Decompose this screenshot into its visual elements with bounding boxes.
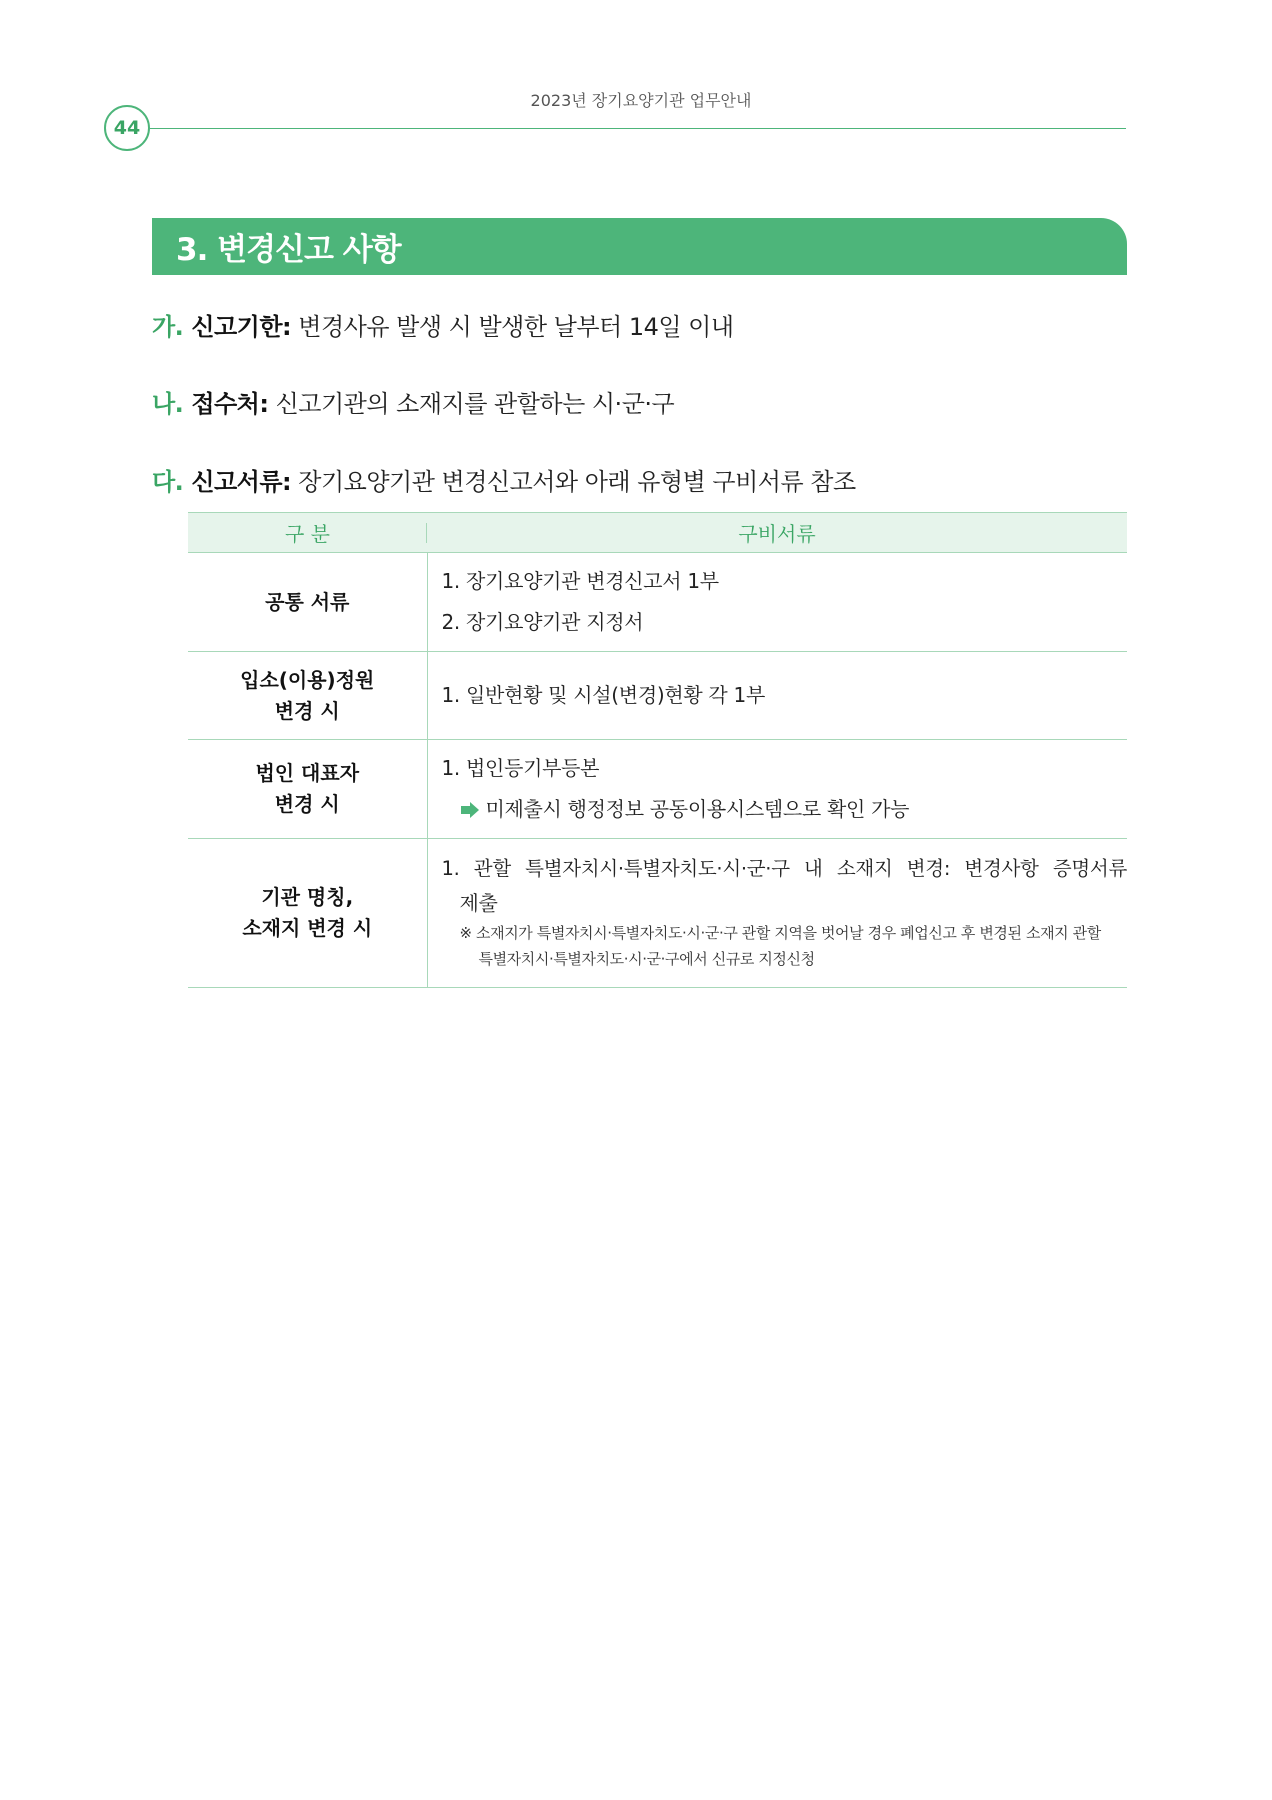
category-line: 입소(이용)정원 [240,667,375,692]
category-cell [188,553,427,652]
document-line-continued: 제출 [459,891,498,915]
item-mark: 가. [152,313,184,341]
item-mark: 다. [152,468,184,496]
sub-note-text: 미제출시 행정정보 공동이용시스템으로 확인 가능 [485,797,910,821]
document-line: 1. 일반현황 및 시설(변경)현황 각 1부 [441,683,765,707]
item-documents [152,462,856,497]
section-title: 3. 변경신고 사항 [176,232,401,268]
category-line: 변경 시 [274,792,340,816]
running-header: 2023년 장기요양기관 업무안내 [530,91,752,110]
footnote-line: 특별자치시·특별자치도·시·군·구에서 신규로 지정신청 [478,950,815,968]
document-line: 1. 관할 특별자치시·특별자치도·시·군·구 내 소재지 변경: 변경사항 증명서류 [441,857,1127,880]
document-line: 1. 법인등기부등본 [441,756,600,780]
item-label: 신고기한: [191,313,292,341]
table-header-row [188,513,1127,553]
page-number-badge: 44 [104,105,150,151]
item-mark: 나. [152,390,184,418]
documents-cell [427,553,1127,652]
document-line: 2. 장기요양기관 지정서 [441,610,644,634]
sub-note [442,789,1128,830]
column-header-category: 구 분 [188,513,427,553]
column-header-documents: 구비서류 [427,513,1127,553]
required-documents-table [188,512,1127,988]
right-arrow-icon [460,802,480,818]
section-header-bar [152,218,1127,275]
item-receiver [152,384,674,419]
category-cell [188,652,427,740]
item-text: 신고기관의 소재지를 관할하는 시·군·구 [268,390,675,418]
item-text: 변경사유 발생 시 발생한 날부터 14일 이내 [291,313,734,341]
table-row [188,839,1127,988]
item-label: 신고서류: [191,468,292,496]
documents-cell [427,839,1127,988]
documents-cell [427,740,1127,839]
footnote-line: ※ 소재지가 특별자치시·특별자치도·시·군·구 관할 지역을 벗어날 경우 폐업신고 후 변경된 소재지 관할 [459,924,1101,942]
category-line: 공통 서류 [265,589,350,614]
document-line: 1. 장기요양기관 변경신고서 1부 [441,569,719,593]
category-line: 소재지 변경 시 [242,916,373,940]
table-row [188,740,1127,839]
documents-cell [427,652,1127,740]
item-deadline [152,307,734,342]
category-cell [188,839,427,988]
category-line: 변경 시 [274,698,340,723]
table-row [188,652,1127,740]
category-cell [188,740,427,839]
table-row [188,553,1127,652]
category-line: 기관 명칭, [261,885,354,909]
item-text: 장기요양기관 변경신고서와 아래 유형별 구비서류 참조 [291,468,856,496]
item-label: 접수처: [191,390,269,418]
header-divider [150,128,1126,129]
category-line: 법인 대표자 [255,761,360,785]
